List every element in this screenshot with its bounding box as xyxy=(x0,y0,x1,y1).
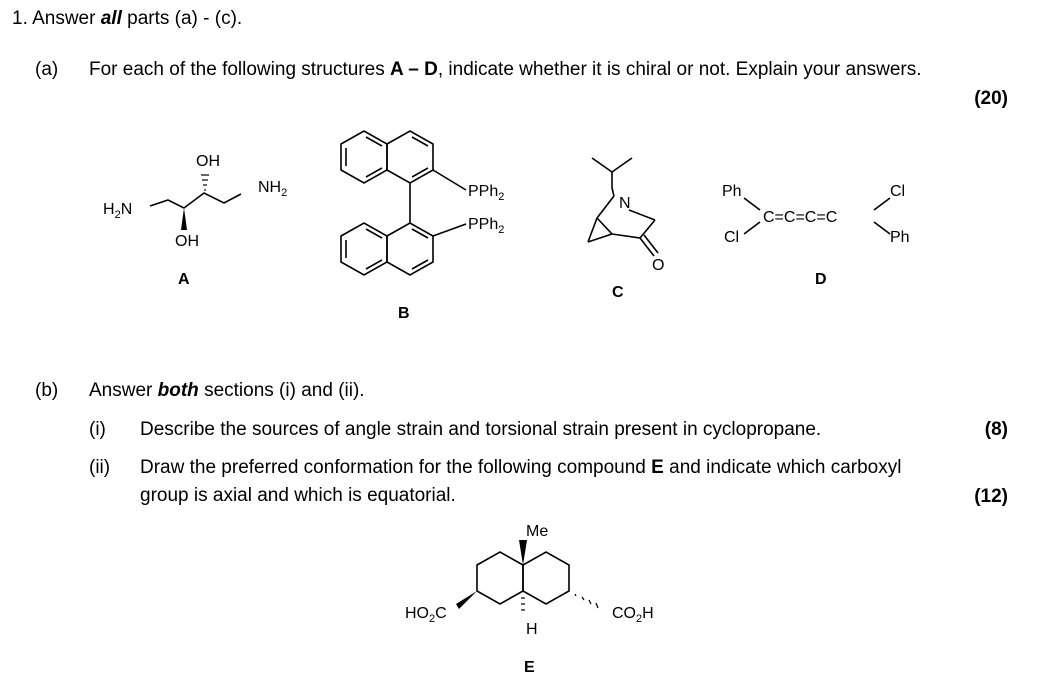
a-nh2: $NH_2$ xyxy=(258,179,288,199)
part-b-ii-label: (ii) xyxy=(89,457,111,478)
part-b-text xyxy=(89,380,365,402)
c-nitrogen: N xyxy=(619,195,631,212)
part-b-label: (b) xyxy=(35,380,59,401)
d-ph-right: Ph xyxy=(890,229,910,246)
c-oxygen: O xyxy=(652,257,665,274)
h-hashed-bond xyxy=(521,598,525,610)
structure-a xyxy=(103,153,287,288)
part-b-text-pre: Answer xyxy=(89,380,158,401)
part-a-text-post: , indicate whether it is chiral or not. Explain your answers. xyxy=(437,59,922,80)
part-a-structures-range: A – D xyxy=(389,59,438,80)
structure-b xyxy=(341,131,504,322)
right-co2h-hashed-bond xyxy=(575,594,598,608)
e-methyl: Me xyxy=(526,523,549,540)
part-b-ii-compound: E xyxy=(651,457,664,478)
label-a: A xyxy=(178,271,190,288)
intro-text: Answer xyxy=(32,8,101,29)
a-oh-bottom: OH xyxy=(175,233,199,250)
part-b-ii-text-line2: group is axial and which is equatorial. xyxy=(140,485,456,506)
label-d: D xyxy=(815,271,827,288)
part-a-marks: (20) xyxy=(974,88,1008,109)
question-number: 1. xyxy=(12,8,28,29)
hashed-bond xyxy=(201,175,209,190)
structure-d xyxy=(722,183,910,288)
d-cl-right: Cl xyxy=(890,183,906,200)
e-co2h: $CO_2H$ xyxy=(612,605,654,625)
part-b-i-label: (i) xyxy=(89,419,106,440)
part-b-ii-text-pre: Draw the preferred conformation for the following compound xyxy=(140,457,652,478)
d-ph-left: Ph xyxy=(722,183,742,200)
label-b: B xyxy=(398,305,410,322)
part-b-ii-text-post: and indicate which carboxyl xyxy=(663,457,902,478)
part-b-emphasis: both xyxy=(157,380,199,401)
structure-c xyxy=(588,158,664,301)
d-cumulene-chain: C=C=C=C xyxy=(763,209,838,226)
b-pph2-bottom: PPh$_2$ xyxy=(468,216,505,236)
part-b-text-post: sections (i) and (ii). xyxy=(198,380,365,401)
a-oh-top: OH xyxy=(196,153,220,170)
structure-e xyxy=(405,523,654,676)
e-hydrogen: H xyxy=(526,621,538,638)
part-b-ii-text xyxy=(140,457,901,479)
wedge-bond xyxy=(181,208,187,230)
intro-text-end: parts (a) - (c). xyxy=(121,8,243,29)
part-b-ii-marks: (12) xyxy=(974,486,1008,507)
label-c: C xyxy=(612,284,624,301)
d-cl-left: Cl xyxy=(724,229,740,246)
b-pph2-top: PPh$_2$ xyxy=(468,183,505,203)
intro-emphasis: all xyxy=(100,8,122,29)
part-a-text-pre: For each of the following structures xyxy=(89,59,390,80)
e-ho2c: $HO_2C$ xyxy=(405,605,447,625)
part-b-i-marks: (8) xyxy=(984,419,1008,440)
a-h2n: $H_2N$ xyxy=(103,201,133,221)
left-co2h-wedge xyxy=(456,591,477,609)
me-wedge xyxy=(519,540,527,565)
part-b-i-text: Describe the sources of angle strain and torsional strain present in cyclopropane. xyxy=(140,419,822,440)
part-a-label: (a) xyxy=(35,59,59,80)
label-e: E xyxy=(524,659,535,676)
